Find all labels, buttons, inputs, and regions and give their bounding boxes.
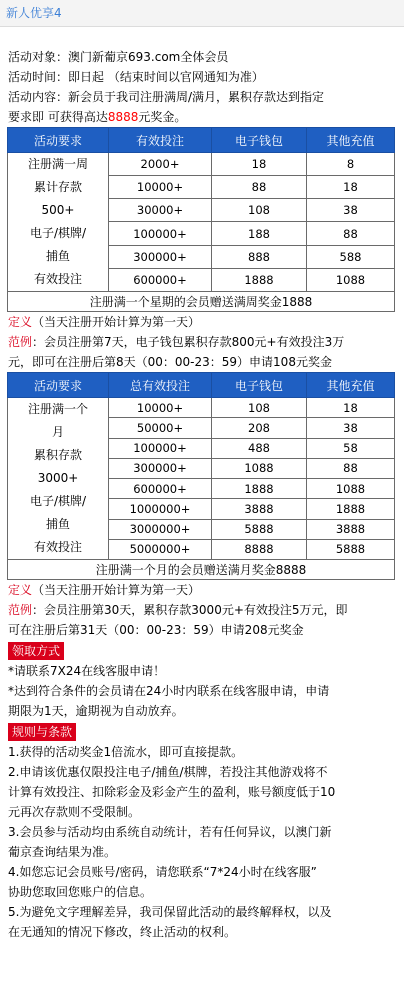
claim-line-3: 期限为1天，逾期视为自动放弃。 [8,704,184,718]
rule-line: 3.会员参与活动均由系统自动统计，若有任何异议，以澳门新 [8,825,332,839]
table-cell: 38 [307,199,395,222]
rule-line: 5.为避免文字理解差异，我司保留此活动的最终解释权，以及 [8,905,332,919]
rule-line: 元再次存款则不受限制。 [8,805,141,819]
table-cell: 8888 [212,539,307,559]
table-cell: 18 [212,153,307,176]
header-bar [0,0,404,27]
th-requirement: 活动要求 [8,373,109,398]
intro-target: 活动对象：澳门新葡京693.com全体会员 [8,50,229,64]
definition-2: 定义（当天注册开始计算为第一天） [8,583,201,597]
example-2-b: 可在注册后第31天（00：00-23：59）申请208元奖金 [8,623,304,637]
table-cell: 88 [307,458,395,478]
table-cell: 10000+ [109,398,212,418]
table-cell: 38 [307,418,395,438]
th-requirement: 活动要求 [8,128,109,153]
rule-line: 2.申请该优惠仅限投注电子/捕鱼/棋牌，若投注其他游戏将不 [8,765,328,779]
table-cell: 108 [212,199,307,222]
table-cell: 18 [307,176,395,199]
table-cell: 208 [212,418,307,438]
table-cell: 88 [307,222,395,245]
table-cell: 5888 [307,539,395,559]
table-cell: 10000+ [109,176,212,199]
rules-section-title: 规则与条款 [8,723,76,741]
table-cell: 300000+ [109,245,212,268]
table-cell: 5000000+ [109,539,212,559]
table-cell: 3888 [212,499,307,519]
month-requirement-cell: 注册满一个 月 累积存款 3000+ 电子/棋牌/ 捕鱼 有效投注 [8,398,109,560]
table-cell: 1088 [307,268,395,291]
table-cell: 1888 [212,479,307,499]
claim-line-1: *请联系7X24在线客服申请！ [8,664,166,678]
table-cell: 188 [212,222,307,245]
table-cell: 88 [212,176,307,199]
th-total-bet: 总有效投注 [109,373,212,398]
definition-1: 定义（当天注册开始计算为第一天） [8,315,201,329]
table-cell: 30000+ [109,199,212,222]
table-cell: 50000+ [109,418,212,438]
table-cell: 1000000+ [109,499,212,519]
table-cell: 100000+ [109,222,212,245]
rule-line: 协助您取回您账户的信息。 [8,885,153,899]
table-cell: 1888 [307,499,395,519]
example-1-a: 范例：会员注册第7天，电子钱包累积存款800元+有效投注3万 [8,335,345,349]
month-table-footer: 注册满一个月的会员赠送满月奖金8888 [8,560,395,580]
table-cell: 600000+ [109,479,212,499]
th-ewallet: 电子钱包 [212,128,307,153]
table-cell: 100000+ [109,438,212,458]
th-other: 其他充值 [307,373,395,398]
th-other: 其他充值 [307,128,395,153]
page-title: 新人优享4 [6,6,62,20]
table-cell: 3888 [307,519,395,539]
table-cell: 1888 [212,268,307,291]
table-cell: 5888 [212,519,307,539]
table-cell: 18 [307,398,395,418]
th-ewallet: 电子钱包 [212,373,307,398]
month-bonus-table [7,372,395,580]
week-bonus-table [7,127,395,312]
intro-time: 活动时间：即日起 （结束时间以官网通知为准） [8,70,264,84]
table-cell: 588 [307,245,395,268]
example-2-a: 范例：会员注册第30天，累积存款3000元+有效投注5万元，即 [8,603,348,617]
bonus-amount: 8888 [107,110,139,124]
table-cell: 488 [212,438,307,458]
rule-line: 1.获得的活动奖金1倍流水，即可直接提款。 [8,745,244,759]
rule-line: 在无通知的情况下修改，终止活动的权利。 [8,925,237,939]
rule-line: 葡京查询结果为准。 [8,845,117,859]
table-cell: 58 [307,438,395,458]
example-1-b: 元，即可在注册后第8天（00：00-23：59）申请108元奖金 [8,355,332,369]
claim-section-title: 领取方式 [8,642,64,660]
week-requirement-cell: 注册满一周 累计存款 500+ 电子/棋牌/ 捕鱼 有效投注 [8,153,109,292]
intro-content-b: 要求即 可获得高达8888元奖金。 [8,110,187,124]
table-cell: 1088 [212,458,307,478]
table-cell: 108 [212,398,307,418]
week-table-footer: 注册满一个星期的会员赠送满周奖金1888 [8,292,395,312]
table-cell: 888 [212,245,307,268]
table-cell: 1088 [307,479,395,499]
table-cell: 3000000+ [109,519,212,539]
table-cell: 8 [307,153,395,176]
promo-content [0,27,404,942]
table-cell: 2000+ [109,153,212,176]
claim-line-2: *达到符合条件的会员请在24小时内联系在线客服申请，申请 [8,684,330,698]
intro-content-a: 活动内容：新会员于我司注册满周/满月，累积存款达到指定 [8,90,325,104]
table-cell: 300000+ [109,458,212,478]
table-cell: 600000+ [109,268,212,291]
rule-line: 4.如您忘记会员账号/密码，请您联系“7*24小时在线客服” [8,865,317,879]
rule-line: 计算有效投注、扣除彩金及彩金产生的盈利，账号额度低于10 [8,785,336,799]
th-bet: 有效投注 [109,128,212,153]
